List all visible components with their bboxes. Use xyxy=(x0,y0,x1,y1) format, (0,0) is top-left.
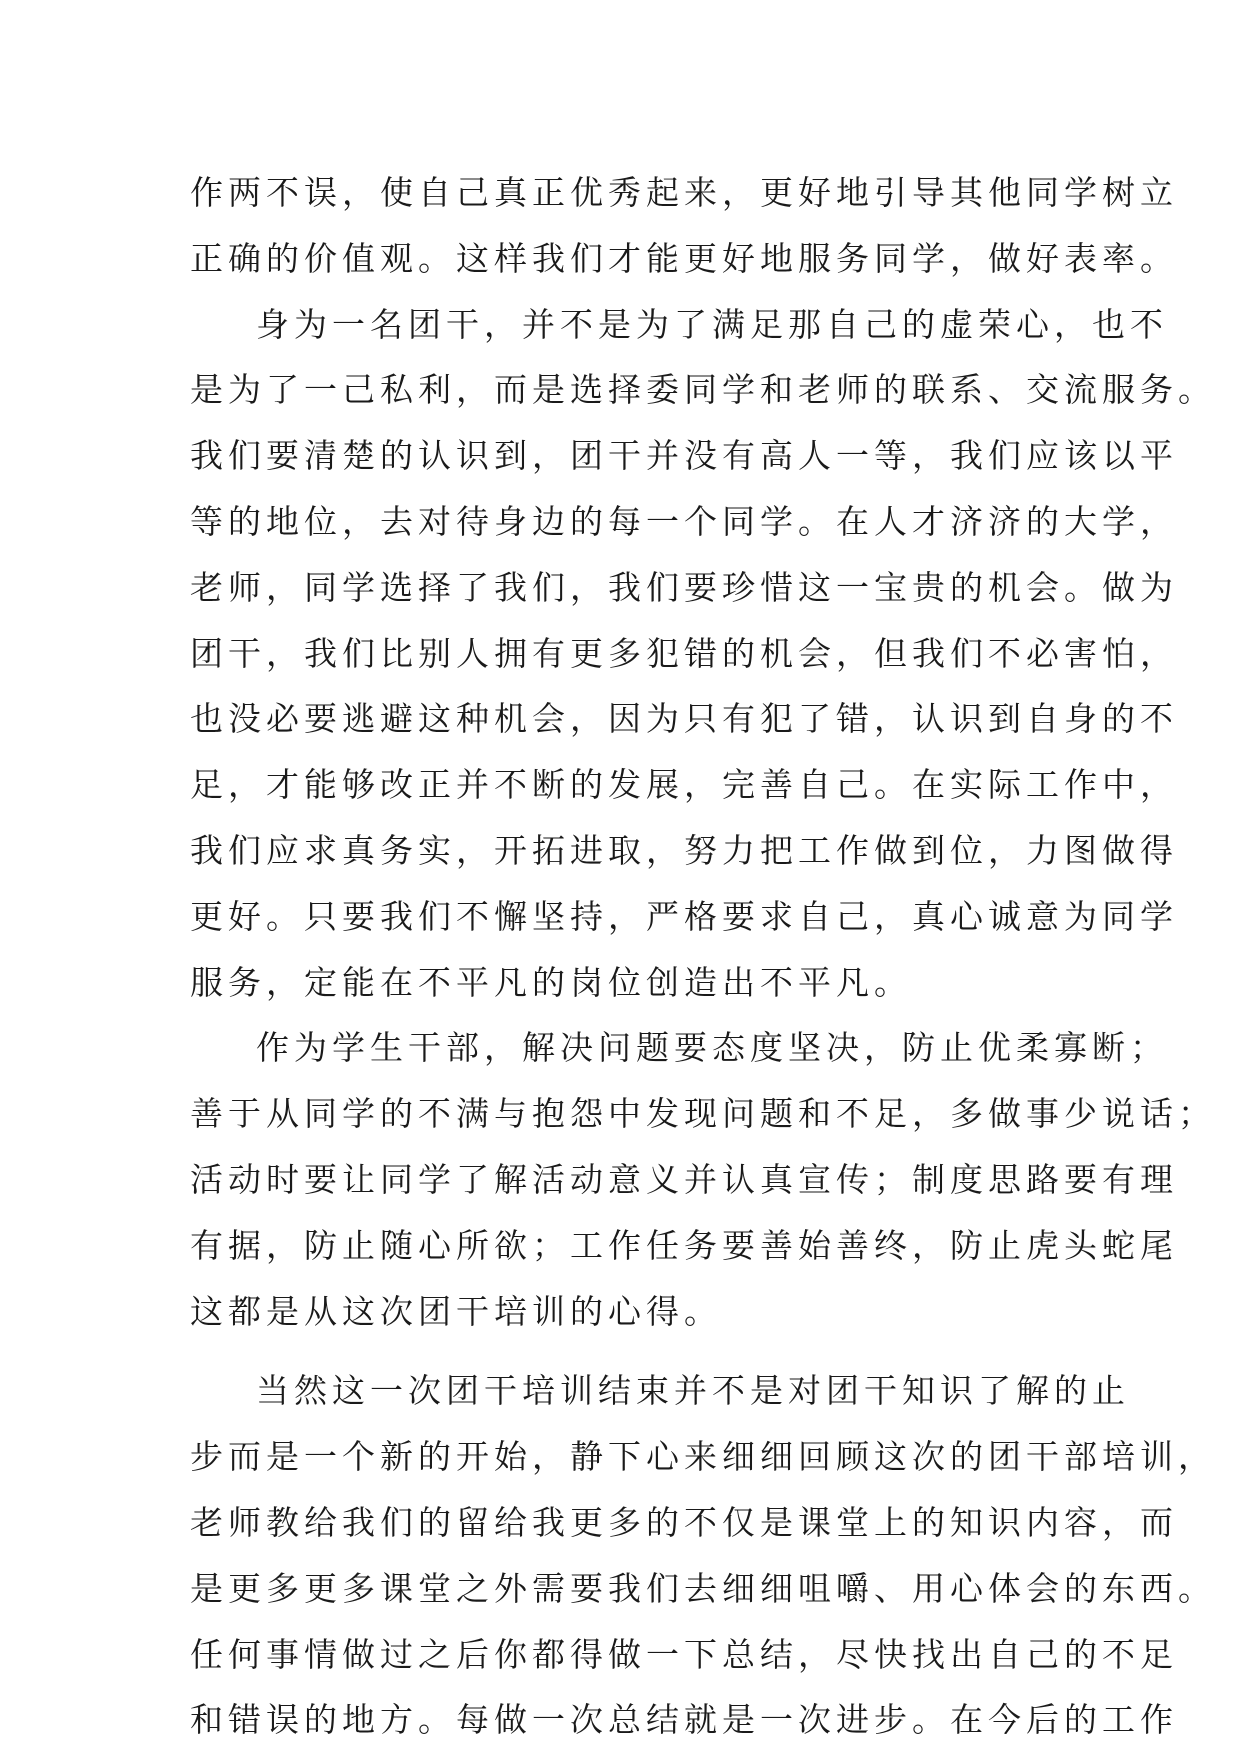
paragraph-first-line: 当然这一次团干培训结束并不是对团干知识了解的止 xyxy=(256,1371,1130,1411)
text-line: 和错误的地方。每做一次总结就是一次进步。在今后的工作 xyxy=(190,1700,1178,1740)
text-line: 服务，定能在不平凡的岗位创造出不平凡。 xyxy=(190,962,912,1002)
text-line: 有据，防止随心所欲；工作任务要善始善终，防止虎头蛇尾 xyxy=(190,1225,1178,1265)
text-line: 正确的价值观。这样我们才能更好地服务同学，做好表率。 xyxy=(190,238,1178,278)
text-line: 老师，同学选择了我们，我们要珍惜这一宝贵的机会。做为 xyxy=(190,567,1178,607)
text-line: 老师教给我们的留给我更多的不仅是课堂上的知识内容，而 xyxy=(190,1502,1178,1542)
text-line: 作两不误，使自己真正优秀起来，更好地引导其他同学树立 xyxy=(190,173,1178,212)
paragraph-first-line: 作为学生干部，解决问题要态度坚决，防止优柔寡断； xyxy=(256,1028,1168,1068)
text-line: 活动时要让同学了解活动意义并认真宣传；制度思路要有理 xyxy=(190,1159,1178,1199)
text-line: 我们要清楚的认识到，团干并没有高人一等，我们应该以平 xyxy=(190,436,1178,476)
text-line: 更好。只要我们不懈坚持，严格要求自己，真心诚意为同学 xyxy=(190,896,1178,936)
paragraph-first-line: 身为一名团干，并不是为了满足那自己的虚荣心，也不 xyxy=(256,304,1168,344)
text-line: 团干，我们比别人拥有更多犯错的机会，但我们不必害怕， xyxy=(190,633,1178,673)
paragraph-gap xyxy=(190,1344,1050,1358)
text-line: 等的地位，去对待身边的每一个同学。在人才济济的大学， xyxy=(190,501,1178,541)
document-body xyxy=(190,160,1216,1753)
text-line: 善于从同学的不满与抱怨中发现问题和不足，多做事少说话； xyxy=(190,1094,1216,1134)
text-line: 我们应求真务实，开拓进取，努力把工作做到位，力图做得 xyxy=(190,830,1178,870)
text-line: 任何事情做过之后你都得做一下总结，尽快找出自己的不足 xyxy=(190,1634,1178,1674)
text-line: 是为了一己私利，而是选择委同学和老师的联系、交流服务。 xyxy=(190,370,1216,410)
text-line: 足，才能够改正并不断的发展，完善自己。在实际工作中， xyxy=(190,765,1178,805)
text-line: 是更多更多课堂之外需要我们去细细咀嚼、用心体会的东西。 xyxy=(190,1568,1216,1608)
text-line: 步而是一个新的开始，静下心来细细回顾这次的团干部培训， xyxy=(190,1437,1216,1477)
text-line: 也没必要逃避这种机会，因为只有犯了错，认识到自身的不 xyxy=(190,699,1178,739)
text-line: 这都是从这次团干培训的心得。 xyxy=(190,1291,722,1331)
